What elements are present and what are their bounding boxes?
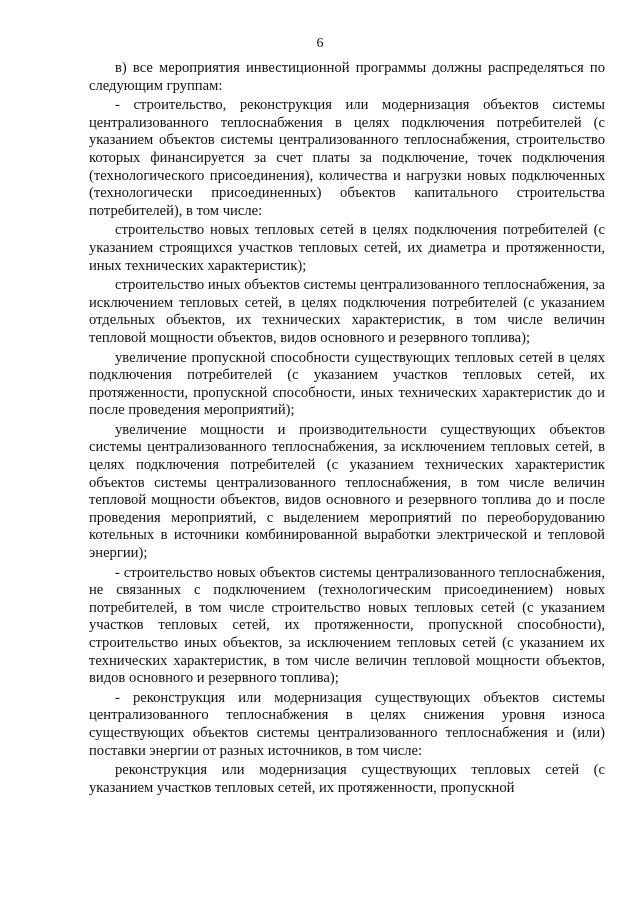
paragraph-capacity-increase: увеличение пропускной способности существующих тепловых сетей в целях подключения потребителей (с указанием участков тепловых сетей, их протяженности, пропускной способности, иных технических характеристик до и после проведения мероприятий); (89, 349, 605, 419)
paragraph-network-reconstruction: реконструкция или модернизация существующих тепловых сетей (с указанием участков тепловых сетей, их протяженности, пропускной (89, 762, 605, 796)
paragraph-new-objects-unrelated: - строительство новых объектов системы централизованного теплоснабжения, не связанных с подключением (технологическим присоединением) новых потребителей, в том числе строительство новых тепловых сетей (с указанием участков тепловых сетей, их протяженности, пропускной способности), строительство иных объектов, за исключением тепловых сетей (с указанием их технических характеристик, в том числе величин тепловой мощности объектов, видов основного и резервного топлива); (89, 564, 605, 687)
paragraph-investment-groups: в) все мероприятия инвестиционной программы должны распределяться по следующим группам: (89, 60, 605, 94)
page-number: 6 (316, 36, 324, 51)
paragraph-new-heat-networks: строительство новых тепловых сетей в целях подключения потребителей (с указанием строящихся участков тепловых сетей, их диаметра и протяженности, иных технических характеристик); (89, 222, 605, 274)
document-body (89, 60, 605, 799)
paragraph-reconstruction-wear: - реконструкция или модернизация существующих объектов системы централизованного теплоснабжения в целях снижения уровня износа существующих объектов системы централизованного теплоснабжения и (или) поставки энергии от разных источников, в том числе: (89, 689, 605, 759)
paragraph-other-objects: строительство иных объектов системы централизованного теплоснабжения, за исключением тепловых сетей, в целях подключения потребителей (с указанием отдельных объектов, их технических характеристик, в том числе величин тепловой мощности объектов, видов основного и резервного топлива); (89, 277, 605, 346)
paragraph-construction-connection: - строительство, реконструкция или модернизация объектов системы централизованного теплоснабжения в целях подключения потребителей (с указанием объектов системы централизованного теплоснабжения, строительство которых финансируется за счет платы за подключение, точек подключения (технологического присоединения), количества и нагрузки новых подключенных (технологически присоединенных) объектов капитального строительства потребителей), в том числе: (89, 97, 605, 219)
paragraph-power-increase: увеличение мощности и производительности существующих объектов системы централизованного теплоснабжения, за исключением тепловых сетей, в целях подключения потребителей (с указанием технических характеристик объектов системы централизованного теплоснабжения, в том числе величин тепловой мощности объектов, видов основного и резервного топлива до и после проведения мероприятий, с выделением мероприятий по переоборудованию котельных в источники комбинированной выработки электрической и тепловой энергии); (89, 421, 605, 562)
